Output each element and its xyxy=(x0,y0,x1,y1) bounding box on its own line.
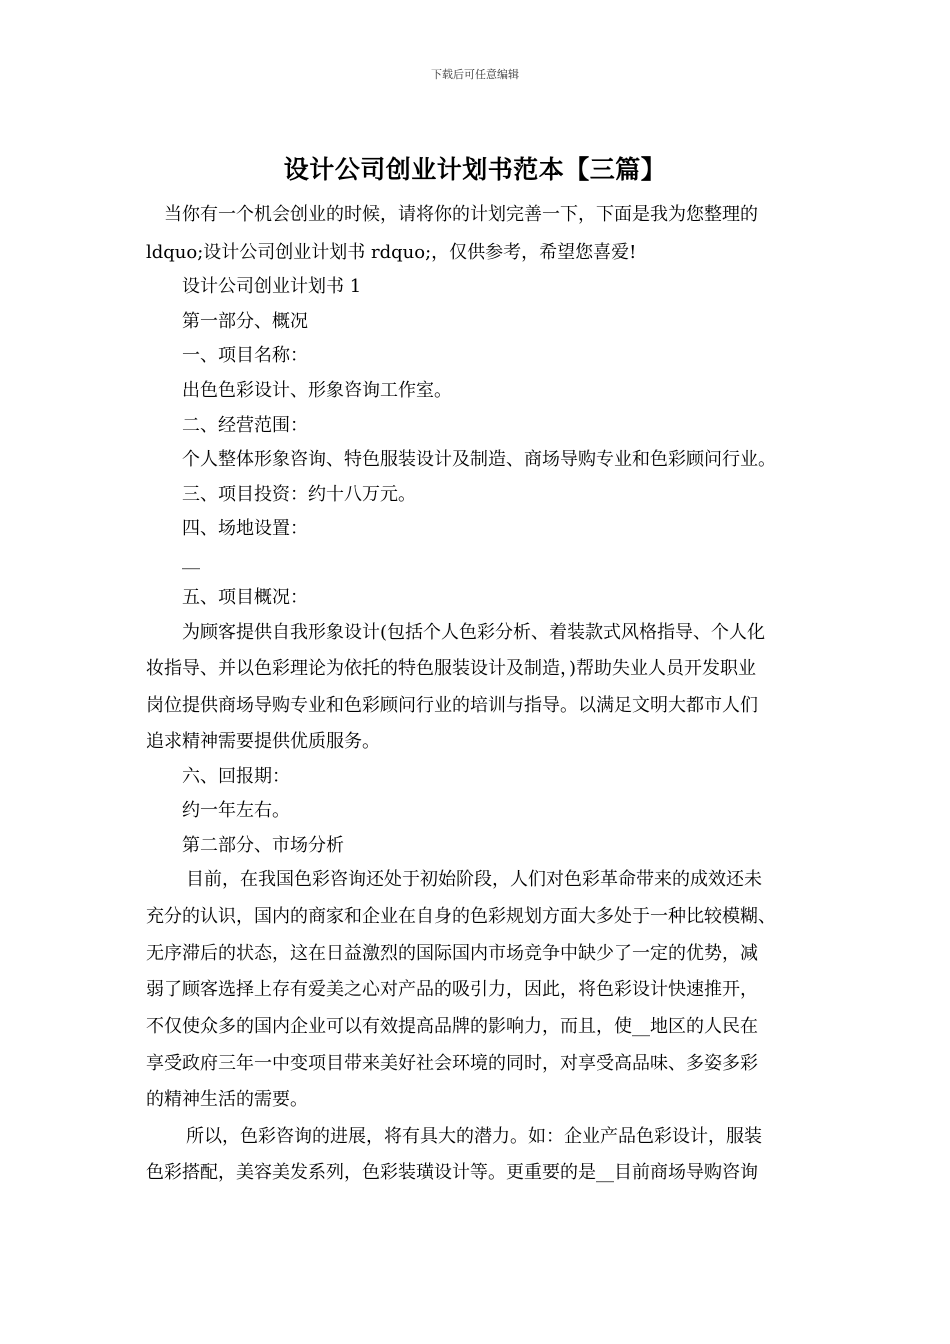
body-line: 弱了顾客选择上存有爱美之心对产品的吸引力，因此，将色彩设计快速推开， xyxy=(146,979,758,1000)
body-line: 约一年左右。 xyxy=(182,800,290,821)
body-line: 四、场地设置： xyxy=(182,518,308,539)
body-line: 充分的认识，国内的商家和企业在自身的色彩规划方面大多处于一种比较模糊、 xyxy=(146,906,776,927)
body-line: 岗位提供商场导购专业和色彩顾问行业的培训与指导。以满足文明大都市人们 xyxy=(146,695,758,716)
body-line: 三、项目投资：约十八万元。 xyxy=(182,484,416,505)
body-line: 的精神生活的需要。 xyxy=(146,1089,308,1110)
body-line: 色彩搭配，美容美发系列，色彩装璜设计等。更重要的是__目前商场导购咨询 xyxy=(146,1162,758,1183)
body-line: 无序滞后的状态，这在日益激烈的国际国内市场竞争中缺少了一定的优势，减 xyxy=(146,943,758,964)
body-line: 第一部分、概况 xyxy=(182,311,308,332)
body-line: 享受政府三年一中变项目带来美好社会环境的同时，对享受高品味、多姿多彩 xyxy=(146,1053,758,1074)
body-line: 为顾客提供自我形象设计(包括个人色彩分析、着装款式风格指导、个人化 xyxy=(182,622,766,643)
body-line: 目前，在我国色彩咨询还处于初始阶段，人们对色彩革命带来的成效还未 xyxy=(186,869,762,890)
body-line: 六、回报期： xyxy=(182,766,290,787)
header-note: 下载后可任意编辑 xyxy=(431,68,519,81)
document-title: 设计公司创业计划书范本【三篇】 xyxy=(283,155,667,184)
body-line: 第二部分、市场分析 xyxy=(182,835,344,856)
body-line: 五、项目概况： xyxy=(182,587,308,608)
body-line: __ xyxy=(182,549,200,570)
body-line: 追求精神需要提供优质服务。 xyxy=(146,731,380,752)
body-line: 一、项目名称： xyxy=(182,345,308,366)
body-line: 所以，色彩咨询的进展，将有具大的潜力。如：企业产品色彩设计，服装 xyxy=(186,1126,762,1147)
body-line: 设计公司创业计划书 1 xyxy=(182,276,362,297)
body-line: 当你有一个机会创业的时候，请将你的计划完善一下，下面是我为您整理的 xyxy=(164,204,758,225)
body-line: 个人整体形象咨询、特色服装设计及制造、商场导购专业和色彩顾问行业。 xyxy=(182,449,776,470)
body-line: 出色色彩设计、形象咨询工作室。 xyxy=(182,380,452,401)
body-line: ldquo;设计公司创业计划书 rdquo;，仅供参考，希望您喜爱! xyxy=(146,242,637,263)
body-line: 妆指导、并以色彩理论为依托的特色服装设计及制造，)帮助失业人员开发职业 xyxy=(146,658,757,679)
body-line: 不仅使众多的国内企业可以有效提高品牌的影响力，而且，使__地区的人民在 xyxy=(146,1016,758,1037)
body-line: 二、经营范围： xyxy=(182,415,308,436)
